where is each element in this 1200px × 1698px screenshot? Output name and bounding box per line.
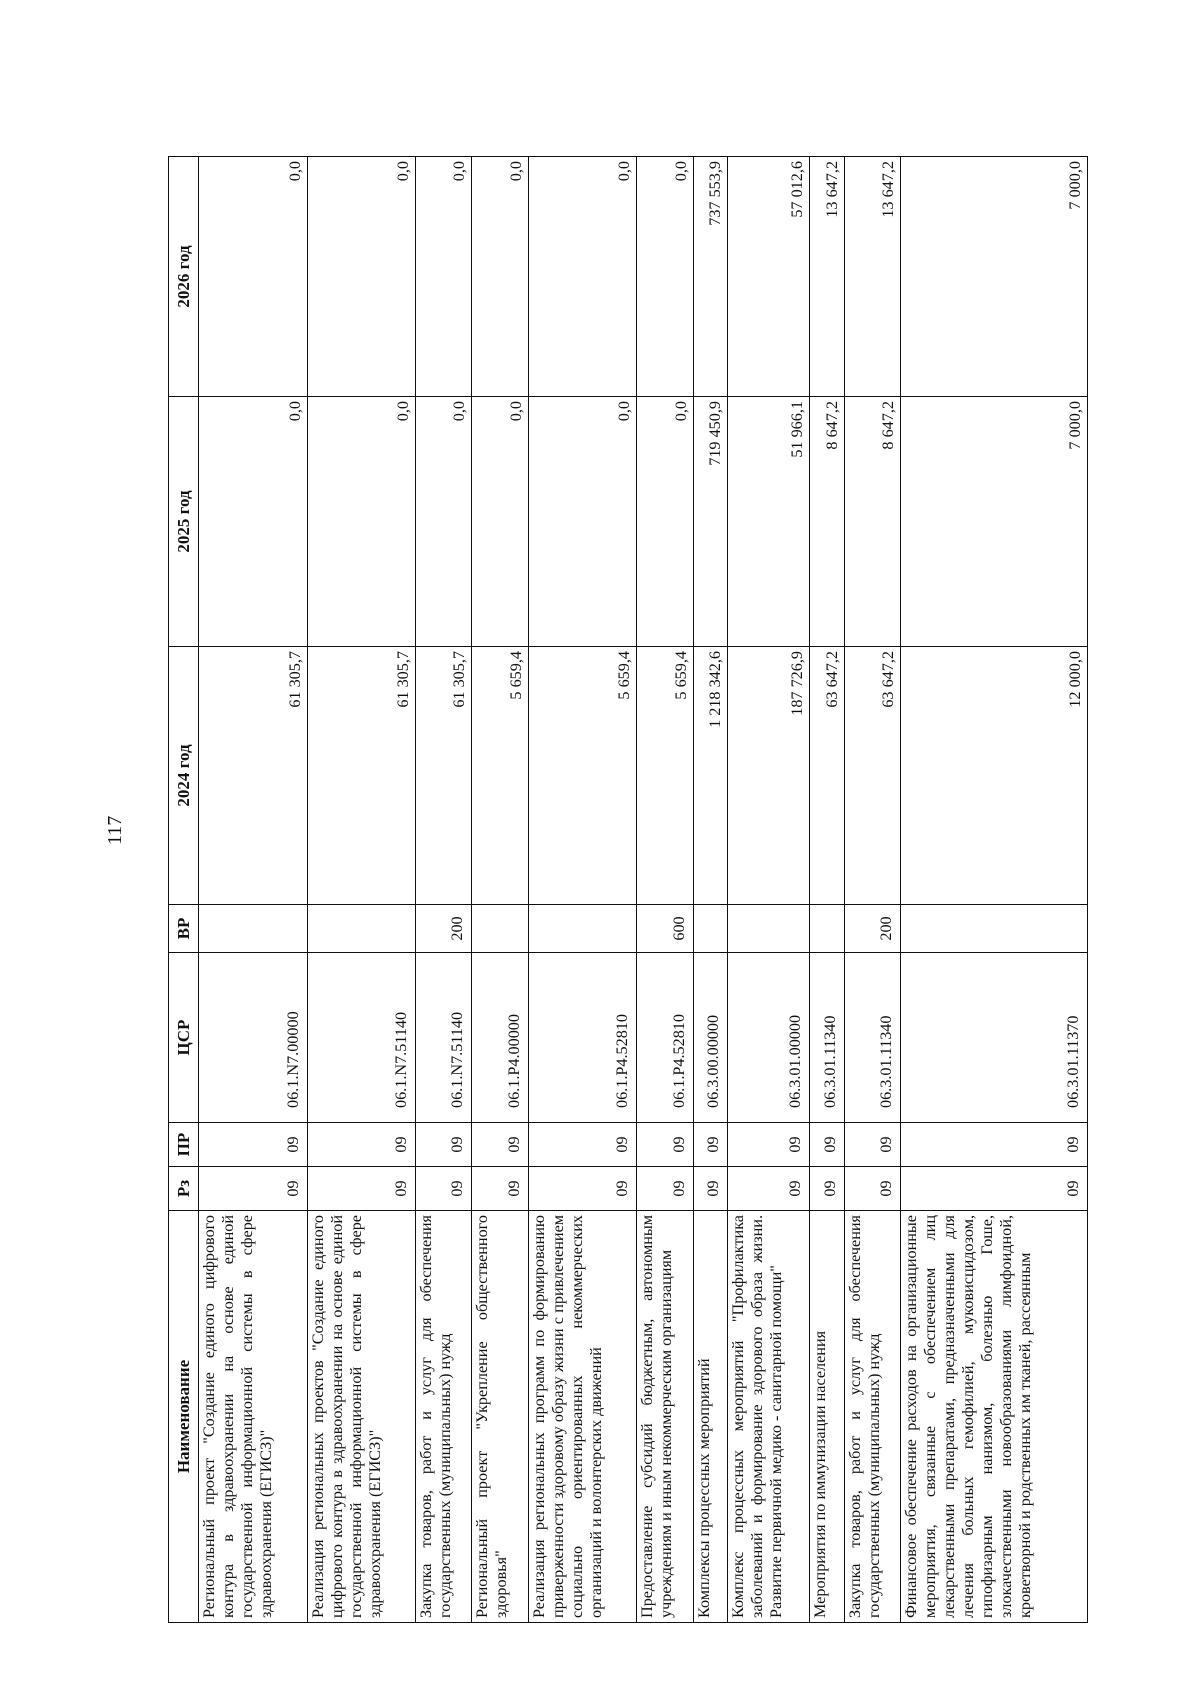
cell-pr: 09 bbox=[693, 1123, 727, 1167]
cell-rz: 09 bbox=[693, 1167, 727, 1211]
cell-csr: 06.1.P4.52810 bbox=[637, 953, 693, 1123]
cell-year-2024: 61 305,7 bbox=[307, 647, 416, 905]
cell-name: Комплексы процессных мероприятий bbox=[693, 1211, 727, 1623]
budget-table bbox=[168, 156, 1088, 1623]
cell-rz: 09 bbox=[416, 1167, 472, 1211]
header-rz: Рз bbox=[169, 1167, 199, 1211]
cell-rz: 09 bbox=[901, 1167, 1088, 1211]
cell-year-2024: 61 305,7 bbox=[199, 647, 308, 905]
table-row bbox=[810, 157, 844, 1623]
cell-csr: 06.3.01.11340 bbox=[810, 953, 844, 1123]
cell-pr: 09 bbox=[528, 1123, 637, 1167]
table-row bbox=[307, 157, 416, 1623]
header-csr: ЦСР bbox=[169, 953, 199, 1123]
cell-year-2024: 5 659,4 bbox=[528, 647, 637, 905]
cell-year-2026: 13 647,2 bbox=[844, 157, 900, 397]
cell-year-2024: 63 647,2 bbox=[810, 647, 844, 905]
cell-pr: 09 bbox=[810, 1123, 844, 1167]
page-number: 117 bbox=[104, 815, 126, 845]
cell-year-2024: 5 659,4 bbox=[637, 647, 693, 905]
cell-year-2025: 719 450,9 bbox=[693, 397, 727, 647]
cell-year-2024: 63 647,2 bbox=[844, 647, 900, 905]
cell-name: Финансовое обеспечение расходов на организационные мероприятия, связанные с обеспечением лиц лекарственными препаратами, предназначенными для лечения больных гемофилией, муковисцидозом, гипофизарным нанизмом, болезнью Гоше, злокачественными новообразованиями лимфоидной, кроветворной и родственных им тканей, рассеянным bbox=[901, 1211, 1088, 1623]
cell-csr: 06.1.N7.00000 bbox=[199, 953, 308, 1123]
cell-year-2024: 61 305,7 bbox=[416, 647, 472, 905]
cell-name: Мероприятия по иммунизации населения bbox=[810, 1211, 844, 1623]
table-body bbox=[199, 157, 1088, 1623]
cell-year-2025: 8 647,2 bbox=[844, 397, 900, 647]
cell-csr: 06.3.01.11370 bbox=[901, 953, 1088, 1123]
cell-csr: 06.1.P4.00000 bbox=[472, 953, 528, 1123]
cell-year-2024: 5 659,4 bbox=[472, 647, 528, 905]
cell-year-2026: 13 647,2 bbox=[810, 157, 844, 397]
cell-year-2026: 0,0 bbox=[416, 157, 472, 397]
cell-year-2026: 0,0 bbox=[637, 157, 693, 397]
header-name: Наименование bbox=[169, 1211, 199, 1623]
cell-name: Реализация региональных программ по формированию приверженности здоровому образу жизни с привлечением социально ориентированных некоммерческих организаций и волонтерских движений bbox=[528, 1211, 637, 1623]
cell-vr bbox=[199, 905, 308, 953]
cell-vr: 200 bbox=[416, 905, 472, 953]
cell-csr: 06.3.00.00000 bbox=[693, 953, 727, 1123]
cell-year-2024: 1 218 342,6 bbox=[693, 647, 727, 905]
cell-rz: 09 bbox=[727, 1167, 809, 1211]
cell-year-2026: 737 553,9 bbox=[693, 157, 727, 397]
header-year-2025: 2025 год bbox=[169, 397, 199, 647]
cell-year-2025: 0,0 bbox=[416, 397, 472, 647]
cell-year-2025: 7 000,0 bbox=[901, 397, 1088, 647]
cell-name: Реализация региональных проектов "Создание единого цифрового контура в здравоохранении на основе единой государственной информационной системы в сфере здравоохранения (ЕГИСЗ)" bbox=[307, 1211, 416, 1623]
table-row bbox=[416, 157, 472, 1623]
cell-year-2026: 0,0 bbox=[307, 157, 416, 397]
table-row bbox=[901, 157, 1088, 1623]
header-year-2024: 2024 год bbox=[169, 647, 199, 905]
cell-year-2025: 0,0 bbox=[199, 397, 308, 647]
cell-year-2025: 0,0 bbox=[528, 397, 637, 647]
cell-year-2026: 7 000,0 bbox=[901, 157, 1088, 397]
cell-vr bbox=[810, 905, 844, 953]
table-row bbox=[199, 157, 308, 1623]
cell-vr bbox=[528, 905, 637, 953]
cell-rz: 09 bbox=[810, 1167, 844, 1211]
cell-csr: 06.1.P4.52810 bbox=[528, 953, 637, 1123]
cell-name: Региональный проект "Укрепление общественного здоровья" bbox=[472, 1211, 528, 1623]
rotated-table-wrapper bbox=[168, 157, 1088, 1623]
cell-year-2026: 57 012,6 bbox=[727, 157, 809, 397]
cell-rz: 09 bbox=[637, 1167, 693, 1211]
cell-pr: 09 bbox=[199, 1123, 308, 1167]
cell-rz: 09 bbox=[472, 1167, 528, 1211]
table-row bbox=[472, 157, 528, 1623]
table-header-row bbox=[169, 157, 199, 1623]
cell-pr: 09 bbox=[844, 1123, 900, 1167]
cell-year-2026: 0,0 bbox=[472, 157, 528, 397]
cell-rz: 09 bbox=[844, 1167, 900, 1211]
cell-csr: 06.1.N7.51140 bbox=[416, 953, 472, 1123]
cell-name: Закупка товаров, работ и услуг для обеспечения государственных (муниципальных) нужд bbox=[416, 1211, 472, 1623]
cell-name: Региональный проект "Создание единого цифрового контура в здравоохранении на основе единой государственной информационной системы в сфере здравоохранения (ЕГИСЗ)" bbox=[199, 1211, 308, 1623]
cell-pr: 09 bbox=[727, 1123, 809, 1167]
table-row bbox=[844, 157, 900, 1623]
cell-vr: 600 bbox=[637, 905, 693, 953]
table-row bbox=[528, 157, 637, 1623]
cell-vr bbox=[901, 905, 1088, 953]
table-row bbox=[727, 157, 809, 1623]
header-year-2026: 2026 год bbox=[169, 157, 199, 397]
cell-year-2025: 0,0 bbox=[637, 397, 693, 647]
cell-pr: 09 bbox=[637, 1123, 693, 1167]
cell-pr: 09 bbox=[307, 1123, 416, 1167]
header-vr: ВР bbox=[169, 905, 199, 953]
header-pr: ПР bbox=[169, 1123, 199, 1167]
cell-year-2026: 0,0 bbox=[199, 157, 308, 397]
cell-vr bbox=[472, 905, 528, 953]
cell-csr: 06.3.01.11340 bbox=[844, 953, 900, 1123]
cell-pr: 09 bbox=[901, 1123, 1088, 1167]
cell-rz: 09 bbox=[307, 1167, 416, 1211]
table-row bbox=[637, 157, 693, 1623]
cell-year-2024: 187 726,9 bbox=[727, 647, 809, 905]
cell-vr bbox=[727, 905, 809, 953]
cell-name: Закупка товаров, работ и услуг для обеспечения государственных (муниципальных) нужд bbox=[844, 1211, 900, 1623]
cell-vr bbox=[307, 905, 416, 953]
cell-rz: 09 bbox=[199, 1167, 308, 1211]
cell-name: Комплекс процессных мероприятий "Профилактика заболеваний и формирование здорового образа жизни. Развитие первичной медико - санитарной помощи" bbox=[727, 1211, 809, 1623]
cell-csr: 06.3.01.00000 bbox=[727, 953, 809, 1123]
cell-pr: 09 bbox=[472, 1123, 528, 1167]
cell-year-2026: 0,0 bbox=[528, 157, 637, 397]
cell-vr bbox=[693, 905, 727, 953]
cell-year-2025: 0,0 bbox=[307, 397, 416, 647]
cell-year-2025: 0,0 bbox=[472, 397, 528, 647]
cell-name: Предоставление субсидий бюджетным, автономным учреждениям и иным некоммерческим организациям bbox=[637, 1211, 693, 1623]
cell-rz: 09 bbox=[528, 1167, 637, 1211]
cell-year-2025: 51 966,1 bbox=[727, 397, 809, 647]
cell-year-2024: 12 000,0 bbox=[901, 647, 1088, 905]
cell-year-2025: 8 647,2 bbox=[810, 397, 844, 647]
cell-vr: 200 bbox=[844, 905, 900, 953]
cell-pr: 09 bbox=[416, 1123, 472, 1167]
table-row bbox=[693, 157, 727, 1623]
cell-csr: 06.1.N7.51140 bbox=[307, 953, 416, 1123]
